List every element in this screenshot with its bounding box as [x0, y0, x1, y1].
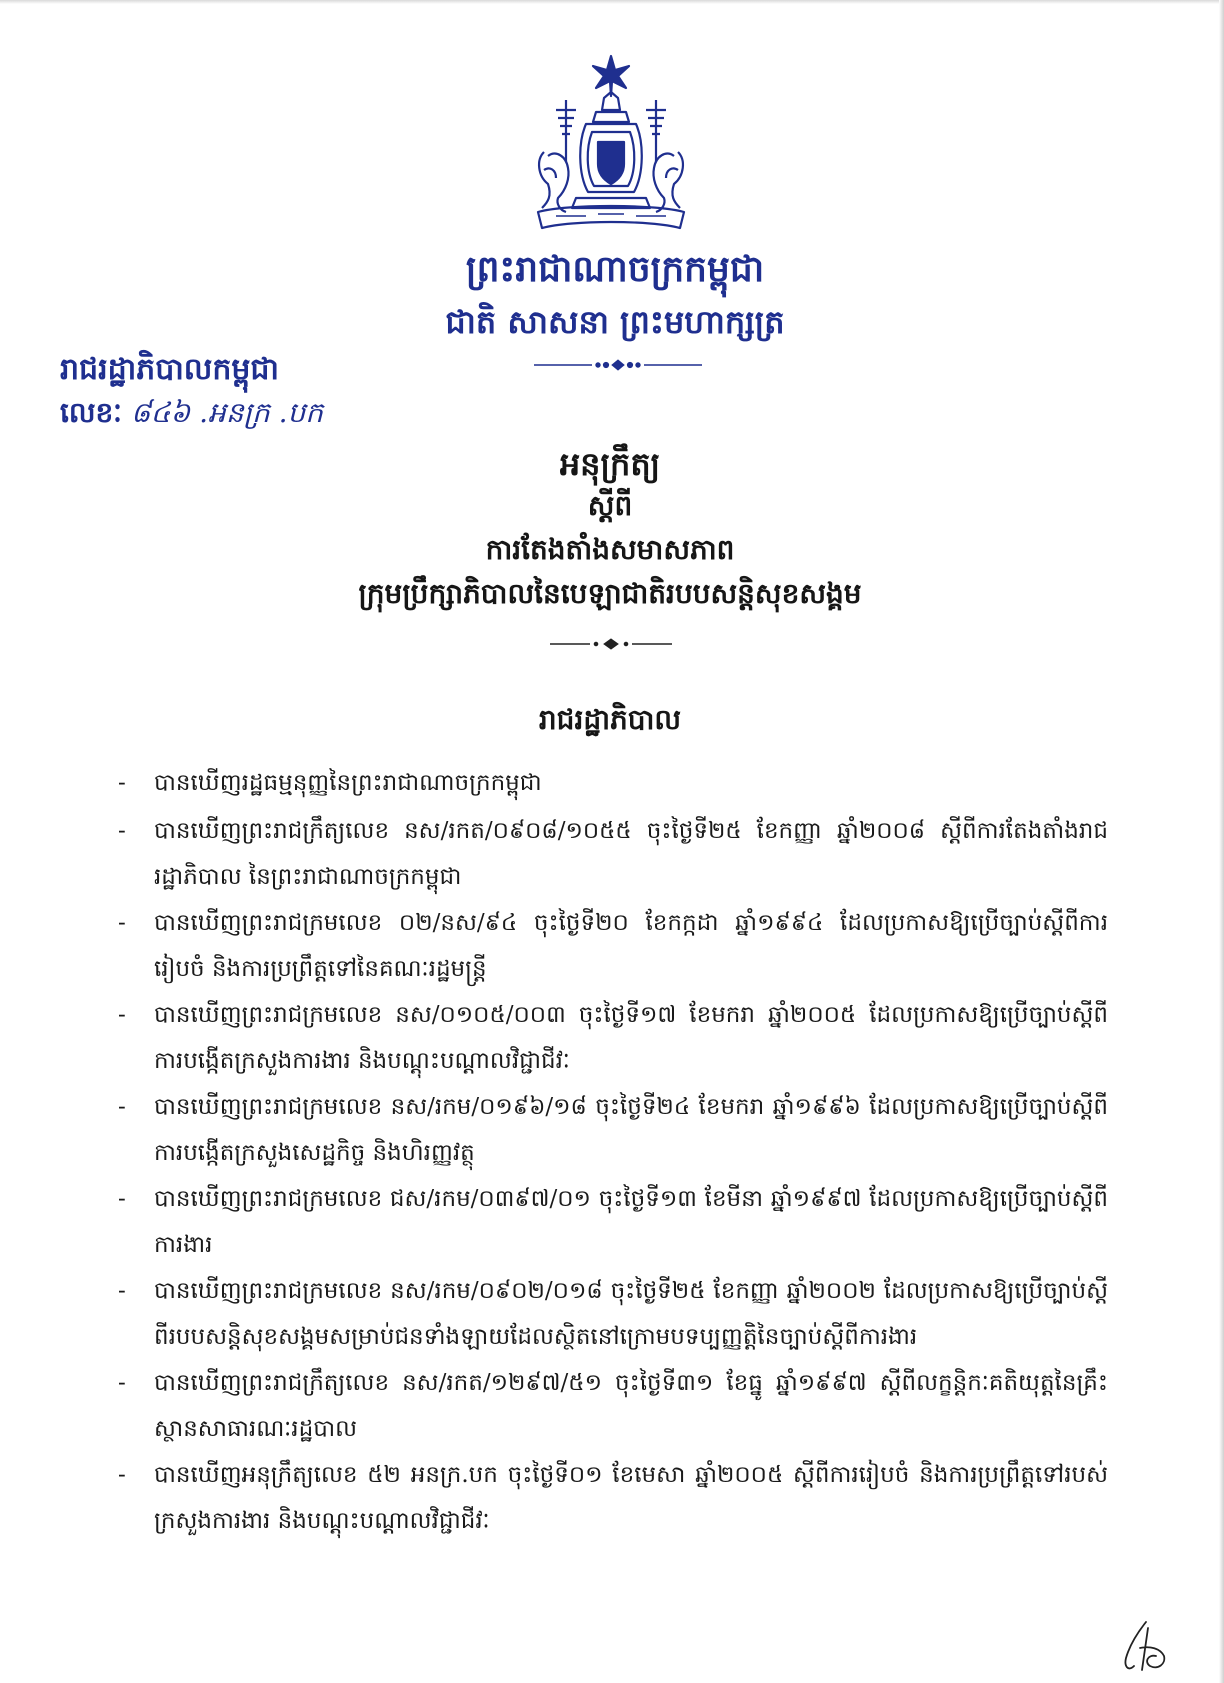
emblem-star-icon: [593, 56, 629, 96]
recital-item: [118, 808, 1108, 900]
bullet-dash: -: [118, 1370, 126, 1396]
recital-item: [118, 760, 1108, 808]
reference-number: ៨៤៦ .អនក្រ .បក: [130, 396, 324, 429]
document-type: អនុក្រឹត្យ: [559, 445, 661, 483]
recital-text: បានឃើញព្រះរាជក្រមលេខ នស/០១០៥/០០៣ ចុះថ្ងៃទី១៧ ខែមករា ឆ្នាំ២០០៥ ដែលប្រកាសឱ្យប្រើច្បាប់ស្តីពីការបង្កើតក្រសួងការងារ និងបណ្តុះបណ្តាលវិជ្ជាជីវៈ: [154, 1002, 1108, 1074]
recital-text: បានឃើញរដ្ឋធម្មនុញ្ញនៃព្រះរាជាណាចក្រកម្ពុជា: [154, 770, 542, 796]
recital-text: បានឃើញព្រះរាជក្រឹត្យលេខ នស/រកត/១២៩៧/៥១ ចុះថ្ងៃទី៣១ ខែធ្នូ ឆ្នាំ១៩៩៧ ស្តីពីលក្ខន្តិកៈគតិយុត្តនៃគ្រឹះស្ថានសាធារណៈរដ្ឋបាល: [154, 1370, 1108, 1442]
bullet-dash: -: [118, 818, 126, 844]
recital-item: [118, 992, 1108, 1084]
document-about: ស្តីពី: [587, 489, 633, 522]
bullet-dash: -: [118, 1186, 126, 1212]
reference-label: លេខៈ: [60, 396, 122, 429]
recital-item: [118, 1360, 1108, 1452]
page-edge-right: [1219, 0, 1224, 1683]
document-subject-line-2: ក្រុមប្រឹក្សាភិបាលនៃបេឡាជាតិរបបសន្តិសុខសង្គម: [358, 577, 862, 610]
kingdom-title: ព្រះរាជាណាចក្រកម្ពុជា: [465, 248, 765, 290]
title-ornament-divider: [550, 637, 672, 651]
bullet-dash: -: [118, 1094, 126, 1120]
page-edge-top: [0, 0, 1224, 4]
bullet-dash: -: [118, 1002, 126, 1028]
header-ornament-divider: [534, 358, 702, 372]
recital-item: [118, 1452, 1108, 1544]
recital-text: បានឃើញព្រះរាជក្រមលេខ នស/រកម/០៩០២/០១៨ ចុះថ្ងៃទី២៥ ខែកញ្ញា ឆ្នាំ២០០២ ដែលប្រកាសឱ្យប្រើច្បាប់ស្តីពីរបបសន្តិសុខសង្គមសម្រាប់ជនទាំងឡាយដែលស្ថិតនៅក្រោមបទប្បញ្ញត្តិនៃច្បាប់ស្តីពីការងារ: [154, 1278, 1108, 1350]
recital-item: [118, 1176, 1108, 1268]
kingdom-motto: ជាតិ សាសនា ព្រះមហាក្សត្រ: [445, 303, 785, 341]
section-heading-government: រាជរដ្ឋាភិបាល: [538, 703, 682, 736]
recitals-list: [118, 760, 1108, 1544]
recital-text: បានឃើញព្រះរាជក្រឹត្យលេខ នស/រកត/០៩០៨/១០៥៥ ចុះថ្ងៃទី២៥ ខែកញ្ញា ឆ្នាំ២០០៨ ស្តីពីការតែងតាំងរាជរដ្ឋាភិបាល នៃព្រះរាជាណាចក្រកម្ពុជា: [154, 818, 1108, 890]
recital-item: [118, 900, 1108, 992]
bullet-dash: -: [118, 770, 126, 796]
recital-text: បានឃើញព្រះរាជក្រមលេខ ០២/នស/៩៤ ចុះថ្ងៃទី២០ ខែកក្កដា ឆ្នាំ១៩៩៤ ដែលប្រកាសឱ្យប្រើច្បាប់ស្តីពីការរៀបចំ និងការប្រព្រឹត្តទៅនៃគណៈរដ្ឋមន្ត្រី: [154, 910, 1108, 982]
bullet-dash: -: [118, 910, 126, 936]
issuing-government: រាជរដ្ឋាភិបាលកម្ពុជា: [60, 352, 279, 387]
royal-arms-emblem: [526, 52, 696, 234]
reference-line: [60, 395, 323, 436]
recital-item: [118, 1084, 1108, 1176]
document-subject-line-1: ការតែងតាំងសមាសភាព: [485, 533, 735, 566]
recital-text: បានឃើញព្រះរាជក្រមលេខ នស/រកម/០១៩៦/១៨ ចុះថ្ងៃទី២៤ ខែមករា ឆ្នាំ១៩៩៦ ដែលប្រកាសឱ្យប្រើច្បាប់ស្តីពីការបង្កើតក្រសួងសេដ្ឋកិច្ច និងហិរញ្ញវត្ថុ: [154, 1094, 1108, 1166]
recital-item: [118, 1268, 1108, 1360]
bullet-dash: -: [118, 1278, 126, 1304]
recital-text: បានឃើញព្រះរាជក្រមលេខ ជស/រកម/០៣៩៧/០១ ចុះថ្ងៃទី១៣ ខែមីនា ឆ្នាំ១៩៩៧ ដែលប្រកាសឱ្យប្រើច្បាប់ស្តីពីការងារ: [154, 1186, 1108, 1258]
recital-text: បានឃើញអនុក្រឹត្យលេខ ៥២ អនក្រ.បក ចុះថ្ងៃទី០១ ខែមេសា ឆ្នាំ២០០៥ ស្តីពីការរៀបចំ និងការប្រព្រឹត្តទៅរបស់ក្រសួងការងារ និងបណ្តុះបណ្តាលវិជ្ជាជីវៈ: [154, 1462, 1108, 1534]
bullet-dash: -: [118, 1462, 126, 1488]
handwritten-initial-signature: [1118, 1618, 1176, 1676]
